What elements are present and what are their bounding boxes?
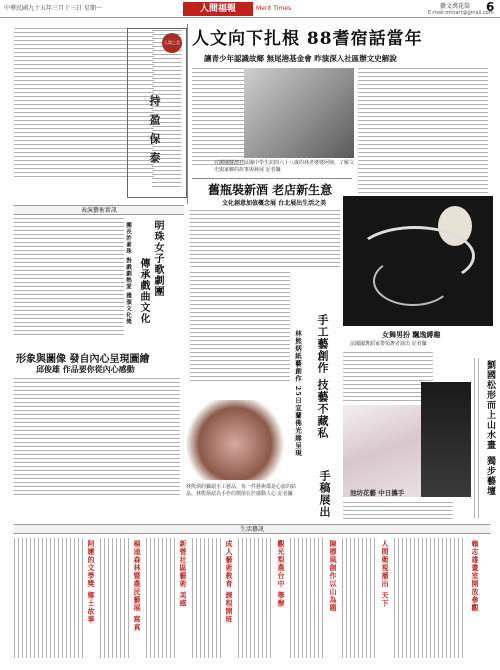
ribbon-subcaption: 法國國舞蹈家帶領舞者演出 記者攝 bbox=[350, 341, 427, 347]
page-number: 6 bbox=[486, 0, 495, 14]
bottom-text-col bbox=[290, 538, 326, 658]
bottom-text-col bbox=[192, 538, 222, 658]
painting-subheadline: 邱俊雄 作品要你從內心感動 bbox=[36, 364, 135, 374]
section-name: 藝文萬花筒 bbox=[440, 3, 471, 10]
bottom-headline-2: 楊逵森林暨農民藝展 寫真 bbox=[133, 540, 142, 632]
craft-photo-caption: 林熊炳的獅頭手工藝品，每一件藝術都是心血的結晶。林熊炳認為手作的價值在於感動人心 記者攝 bbox=[186, 484, 297, 497]
bottom-headline-4: 成人藝術教育 課程開班 bbox=[225, 540, 234, 624]
section-banner-label: 表演藝術新訊 bbox=[80, 207, 117, 214]
bottom-text-col bbox=[394, 538, 464, 658]
section-banner bbox=[14, 205, 184, 215]
bottom-headline-3: 新營社區藝術 美感 bbox=[179, 540, 188, 608]
craft-subheadline: 林熊炳紙藝創作 25日宜蘭佛光緣呈現 bbox=[294, 330, 302, 457]
column-tag: 人間之美 bbox=[162, 33, 182, 53]
main-photo-caption: 宜蘭縣蘇澳社區國中學生訪問六十八歲的林老婆婆阿姨，了解文史與家鄉的故事與發展 記者攝 bbox=[214, 160, 355, 173]
craft-article-text bbox=[190, 272, 290, 382]
bottom-headline-5: 觀光梨農台中 舉辦 bbox=[277, 540, 286, 608]
bottom-banner-label: 生活藝訊 bbox=[239, 526, 264, 533]
bottom-section-banner bbox=[14, 524, 490, 534]
painting-article-text bbox=[14, 378, 180, 498]
ikebana-caption-text bbox=[343, 502, 453, 522]
main-headline: 人文向下扎根 88耆宿話當年 bbox=[192, 29, 423, 49]
side-headline: 劉國松形而上山水畫 bbox=[485, 360, 495, 450]
painting-headline: 形象與圖像 發自內心呈現圖繪 bbox=[16, 354, 150, 365]
left-section-text bbox=[14, 218, 124, 338]
main-subheadline: 讓青少年認識故鄉 無尾港基金會 昨演深入社區辦文史解說 bbox=[204, 54, 397, 63]
bottom-headline-7: 人間衛視播出 天下 bbox=[381, 540, 390, 608]
opera-subheadline: 團長許素珠 對戲劇熱愛 獲頒文化獎 bbox=[125, 222, 131, 326]
bottom-text-col bbox=[342, 538, 378, 658]
divider bbox=[187, 24, 188, 204]
ikebana-photo-2 bbox=[421, 382, 471, 497]
side-article-text bbox=[474, 358, 482, 518]
ikebana-article-text bbox=[343, 352, 433, 402]
main-article-text-left bbox=[192, 68, 244, 168]
lion-head-craft-photo bbox=[186, 400, 284, 480]
bottom-headline-6: 陳標風創作以山為題 bbox=[329, 540, 338, 612]
newspaper-logo: 人間福報 bbox=[183, 2, 253, 16]
feature-subheadline: 文化創意加值概念展 台北展出生活之美 bbox=[222, 200, 327, 207]
contact-email: E-mail:mtnart@gmail.com bbox=[428, 10, 494, 16]
ikebana-caption: 池坊花藝 中日攜手 bbox=[350, 489, 405, 497]
column-body-text bbox=[152, 30, 182, 190]
ribbon-swirl bbox=[373, 256, 453, 306]
page-header bbox=[0, 0, 500, 18]
opera-headline: 明珠女子歌劇團 bbox=[152, 220, 163, 297]
ribbon-caption: 女舞男扮 飄逸縛趣 bbox=[382, 330, 441, 339]
craft-headline-3: 手稿展出 bbox=[318, 470, 331, 518]
logo-subtitle: Merit Times bbox=[256, 5, 292, 12]
divider bbox=[192, 178, 352, 179]
main-photo bbox=[244, 68, 354, 158]
bottom-headline-1: 阿嬤的文學獎 鄉土故事 bbox=[87, 540, 96, 624]
bottom-headline-8: 賴志雄畫室開放參觀 bbox=[471, 540, 480, 612]
ikebana-photo bbox=[343, 405, 421, 497]
column-title: 持盈保泰 bbox=[148, 95, 161, 171]
bottom-text-col bbox=[238, 538, 274, 658]
feature-article-text bbox=[190, 210, 340, 268]
ribbon-dancer-photo bbox=[343, 196, 493, 326]
side-headline-2: 獨步藝壇 bbox=[485, 456, 495, 496]
craft-headline: 手工藝創作 技藝不藏私 bbox=[316, 314, 329, 439]
bottom-text-col bbox=[14, 538, 84, 658]
issue-date: 中華民國九十五年三月十三日 星期一 bbox=[4, 5, 102, 12]
bottom-text-col bbox=[146, 538, 176, 658]
bottom-text-col bbox=[100, 538, 130, 658]
feature-headline: 舊瓶裝新酒 老店新生意 bbox=[208, 183, 333, 197]
opera-headline-2: 傳承戲曲文化 bbox=[138, 258, 149, 324]
